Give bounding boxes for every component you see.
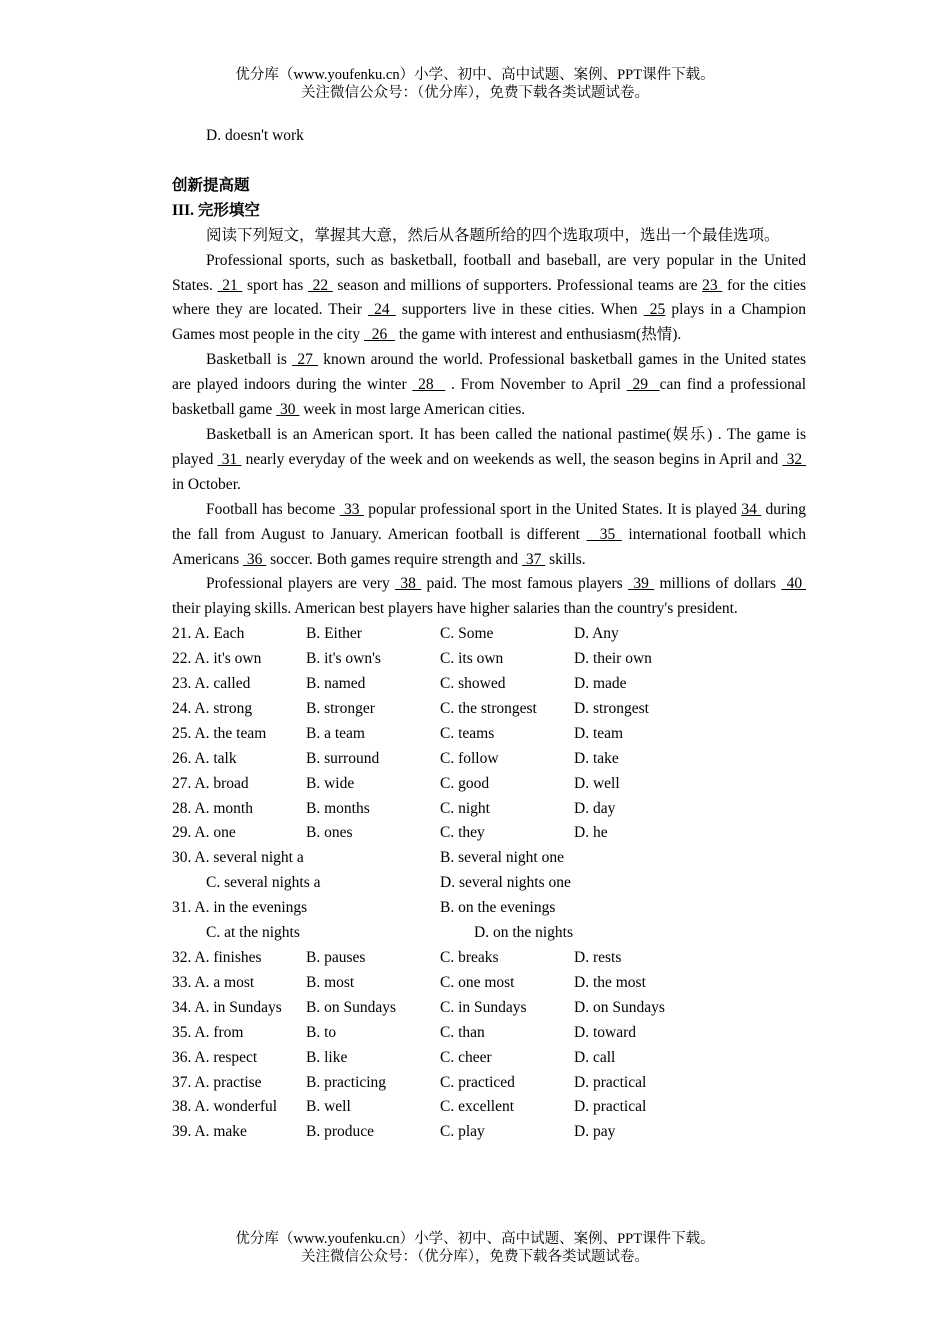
option-b: B. a team <box>306 724 365 742</box>
blank-24: 24 <box>368 301 396 319</box>
option-a: 38. A. wonderful <box>172 1098 278 1116</box>
option-d: D. well <box>574 774 620 792</box>
option-c: C. they <box>440 824 485 842</box>
option-b: B. wide <box>306 774 355 792</box>
option-a: 29. A. one <box>172 824 236 842</box>
passage-paragraph-4 <box>172 498 806 573</box>
option-d: D. team <box>574 724 624 742</box>
question-31-options-row-1 <box>172 896 806 921</box>
option-c: C. in Sundays <box>440 998 527 1016</box>
question-27-options <box>172 772 806 797</box>
option-d: D. rests <box>574 949 622 966</box>
option-d: D. call <box>574 1048 616 1066</box>
passage-text: supporters live in these cities. When <box>395 301 644 319</box>
option-c: C. play <box>440 1123 485 1141</box>
option-c: C. cheer <box>440 1048 492 1066</box>
blank-36: 36 <box>243 550 267 568</box>
question-39-options <box>172 1120 806 1145</box>
header-line-1: 优分库（www.youfenku.cn）小学、初中、高中试题、案例、PPT课件下载。 <box>235 67 715 83</box>
question-21-options <box>172 622 806 647</box>
option-c: C. good <box>440 774 490 792</box>
passage-text: in October. <box>172 475 241 493</box>
question-23-options <box>172 672 806 697</box>
option-d: D. strongest <box>574 699 649 717</box>
page-header <box>0 66 950 102</box>
option-d: D. their own <box>574 650 652 668</box>
passage-text: their playing skills. American best players have higher salaries than the country's president. <box>172 600 738 618</box>
option-b: B. stronger <box>306 699 375 717</box>
question-37-options <box>172 1071 806 1096</box>
passage-text: millions of dollars <box>654 575 782 593</box>
passage-text: popular professional sport in the United States. It is played <box>363 500 742 518</box>
question-33-options <box>172 971 806 996</box>
option-a: 31. A. in the evenings <box>172 899 308 917</box>
option-c: C. than <box>440 1023 485 1041</box>
page-footer <box>0 1230 950 1266</box>
option-b: B. pauses <box>306 949 366 966</box>
option-d: D. pay <box>574 1123 616 1141</box>
passage-text: Football has become <box>206 500 340 518</box>
option-d: D. practical <box>574 1098 647 1116</box>
question-24-options <box>172 697 806 722</box>
section-title: 创新提高题 <box>172 176 250 194</box>
question-30-options-row-2 <box>172 871 806 896</box>
passage-text: Professional players are very <box>206 575 396 593</box>
blank-35: 35 <box>586 525 622 543</box>
passage-text: international football which Americans <box>172 525 806 568</box>
passage-text: paid. The most famous players <box>421 575 629 593</box>
option-d: D. take <box>574 749 619 767</box>
blank-25: 25 <box>643 301 666 319</box>
option-d: D. Any <box>574 625 619 643</box>
footer-line-2: 关注微信公众号：（优分库），免费下载各类试题试卷。 <box>301 1249 649 1265</box>
option-c: C. its own <box>440 650 504 668</box>
blank-40: 40 <box>781 575 807 593</box>
passage-text: nearly everyday of the week and on weekends as well, the season begins in April and <box>241 450 783 468</box>
blank-32: 32 <box>782 450 807 468</box>
blank-21: 21 <box>217 276 243 294</box>
previous-question-option-d: D. doesn't work <box>206 127 304 144</box>
question-35-options <box>172 1021 806 1046</box>
blank-31: 31 <box>217 450 242 468</box>
option-c: C. one most <box>440 973 515 991</box>
option-b: B. practicing <box>306 1073 387 1091</box>
option-d: D. the most <box>574 973 646 991</box>
passage-paragraph-1 <box>172 249 806 349</box>
blank-38: 38 <box>395 575 422 593</box>
option-a: 34. A. in Sundays <box>172 998 282 1016</box>
option-c: C. breaks <box>440 949 499 966</box>
question-34-options <box>172 996 806 1021</box>
blank-33: 33 <box>339 500 364 518</box>
option-c: C. showed <box>440 675 506 693</box>
footer-line-1: 优分库（www.youfenku.cn）小学、初中、高中试题、案例、PPT课件下载。 <box>235 1231 715 1247</box>
passage-text: Basketball is an American sport. It has been called the national pastime(娱乐) . The game is played <box>172 425 806 468</box>
blank-23: 23 <box>702 276 723 294</box>
option-a: 35. A. from <box>172 1023 244 1041</box>
option-a: 22. A. it's own <box>172 650 262 668</box>
option-c: C. practiced <box>440 1073 515 1091</box>
question-30-options-row-1 <box>172 846 806 871</box>
option-a: 30. A. several night a <box>172 849 304 867</box>
blank-27: 27 <box>292 351 319 369</box>
option-a: 37. A. practise <box>172 1073 262 1091</box>
question-29-options <box>172 821 806 846</box>
passage-text: skills. <box>545 550 586 568</box>
option-d: D. several nights one <box>440 874 571 892</box>
option-b: B. on the evenings <box>440 899 556 917</box>
option-b: B. most <box>306 973 355 991</box>
passage-paragraph-5 <box>172 572 806 622</box>
option-b: B. months <box>306 799 370 817</box>
option-d: D. on the nights <box>474 924 574 942</box>
question-25-options <box>172 722 806 747</box>
instructions: 阅读下列短文，掌握其大意，然后从各题所给的四个选取项中，选出一个最佳选项。 <box>206 226 780 244</box>
question-38-options <box>172 1095 806 1120</box>
answer-options <box>172 622 806 1145</box>
question-32-options <box>172 946 806 971</box>
passage-text: season and millions of supporters. Professional teams are <box>332 276 703 294</box>
document-body <box>172 124 806 1145</box>
blank-37: 37 <box>521 550 546 568</box>
option-c: C. teams <box>440 724 495 742</box>
option-b: B. it's own's <box>306 650 381 668</box>
passage-paragraph-3 <box>172 423 806 498</box>
option-a: 25. A. the team <box>172 724 267 742</box>
blank-34: 34 <box>741 500 762 518</box>
passage-text: plays in a Champion Games most people in the city <box>172 301 806 344</box>
passage-text: Basketball is <box>206 351 293 369</box>
option-a: 39. A. make <box>172 1123 247 1141</box>
option-b: B. on Sundays <box>306 998 396 1016</box>
option-d: D. made <box>574 675 627 693</box>
blank-39: 39 <box>628 575 655 593</box>
blank-22: 22 <box>307 276 333 294</box>
option-a: 23. A. called <box>172 675 251 693</box>
blank-26: 26 <box>364 326 395 344</box>
option-c: C. excellent <box>440 1098 515 1116</box>
passage-text: can find a professional basketball game <box>172 376 807 419</box>
option-c: C. night <box>440 799 490 817</box>
passage-text: for the cities where they are located. Their <box>172 276 806 319</box>
option-a: 28. A. month <box>172 799 253 817</box>
passage-text: known around the world. Professional basketball games in the United states are played indoors during the winter <box>172 351 807 394</box>
option-b: B. several night one <box>440 849 564 867</box>
option-d: D. he <box>574 824 608 842</box>
question-22-options <box>172 647 806 672</box>
option-b: B. produce <box>306 1123 375 1141</box>
question-36-options <box>172 1046 806 1071</box>
option-a: 32. A. finishes <box>172 949 262 966</box>
option-b: B. surround <box>306 749 380 767</box>
option-c: C. at the nights <box>206 924 300 942</box>
option-a: 36. A. respect <box>172 1048 258 1066</box>
option-b: B. named <box>306 675 366 693</box>
option-b: B. ones <box>306 824 353 842</box>
option-b: B. like <box>306 1048 348 1066</box>
blank-29: 29 <box>626 376 660 394</box>
passage-text: soccer. Both games require strength and <box>266 550 522 568</box>
option-d: D. toward <box>574 1023 636 1041</box>
header-line-2: 关注微信公众号：（优分库），免费下载各类试题试卷。 <box>301 85 649 101</box>
option-a: 24. A. strong <box>172 699 253 717</box>
option-a: 26. A. talk <box>172 749 237 767</box>
option-a: 33. A. a most <box>172 973 255 991</box>
option-a: 21. A. Each <box>172 625 245 643</box>
option-d: D. practical <box>574 1073 647 1091</box>
option-c: C. Some <box>440 625 494 643</box>
passage-text: sport has <box>242 276 308 294</box>
passage-text: . From November to April <box>445 376 627 394</box>
option-a: 27. A. broad <box>172 774 249 792</box>
part-title: III. 完形填空 <box>172 201 260 219</box>
question-31-options-row-2 <box>172 921 806 946</box>
option-b: B. to <box>306 1023 337 1041</box>
passage-text: week in most large American cities. <box>299 401 526 419</box>
passage-text: during the fall from August to January. American football is different <box>172 500 807 543</box>
option-c: C. follow <box>440 749 499 767</box>
option-b: B. Either <box>306 625 362 643</box>
passage-text: Professional sports, such as basketball, football and baseball, are very popular in the United States. <box>172 251 806 294</box>
blank-28: 28 <box>412 376 446 394</box>
passage-text: the game with interest and enthusiasm(热情). <box>395 326 682 344</box>
option-d: D. day <box>574 799 616 817</box>
question-28-options <box>172 797 806 822</box>
option-c: C. the strongest <box>440 699 537 717</box>
option-d: D. on Sundays <box>574 998 665 1016</box>
option-c: C. several nights a <box>206 874 321 892</box>
blank-30: 30 <box>276 401 300 419</box>
question-26-options <box>172 747 806 772</box>
passage-paragraph-2 <box>172 348 806 423</box>
option-b: B. well <box>306 1098 351 1116</box>
